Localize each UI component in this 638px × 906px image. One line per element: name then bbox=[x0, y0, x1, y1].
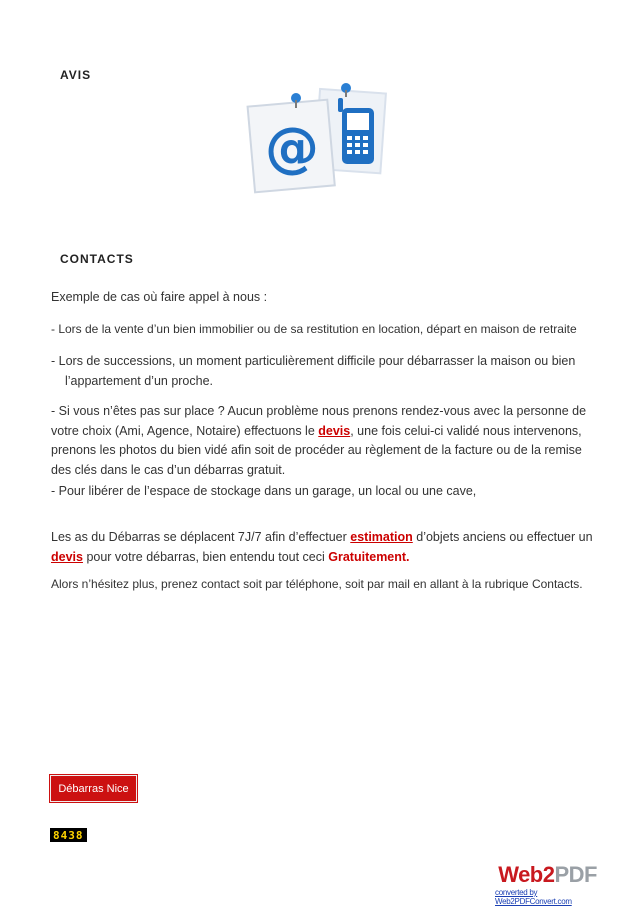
devis-link-2[interactable]: devis bbox=[51, 549, 83, 564]
as-du-debarras-text-b: d’objets anciens ou effectuer un bbox=[412, 530, 593, 544]
paragraph-successions bbox=[51, 352, 596, 391]
paragraph-contact: Alors n’hésitez plus, prenez contact soit par téléphone, soit par mail en allant à la rubrique Contacts. bbox=[51, 577, 583, 591]
nav-link-contacts[interactable]: CONTACTS bbox=[60, 252, 134, 266]
logo-web: Web bbox=[498, 862, 543, 887]
as-du-debarras-text-a: Les as du Débarras se déplacent 7J/7 afin d’effectuer bbox=[51, 530, 351, 544]
paragraph-vente: - Lors de la vente d’un bien immobilier ou de sa restitution en location, départ en maison de retraite bbox=[51, 322, 577, 336]
devis-link[interactable]: devis bbox=[318, 423, 351, 438]
paragraph-stockage: - Pour libérer de l’espace de stockage dans un garage, un local ou une cave, bbox=[51, 484, 477, 498]
sur-place-text-a: - Si vous n’êtes pas sur place ? Aucun problème nous prenons rendez-vous avec la personne de votre choix (Ami, Agence, Notaire) effectuons le bbox=[51, 404, 587, 438]
as-du-debarras-text-c: pour votre débarras, bien entendu tout ceci bbox=[82, 549, 329, 564]
logo-pdf: PDF bbox=[554, 862, 597, 887]
debarras-nice-button[interactable]: Débarras Nice bbox=[50, 775, 137, 802]
converted-by-link[interactable]: converted by Web2PDFConvert.com bbox=[495, 888, 572, 906]
visit-counter: 8438 bbox=[50, 828, 87, 842]
logo-2: 2 bbox=[542, 862, 555, 887]
intro-text: Exemple de cas où faire appel à nous : bbox=[51, 290, 268, 304]
contact-image bbox=[246, 82, 390, 194]
paragraph-as-du-debarras bbox=[51, 528, 596, 567]
gratuitement-text: Gratuitement. bbox=[328, 549, 410, 564]
web2pdf-logo[interactable] bbox=[495, 862, 615, 906]
estimation-link[interactable]: estimation bbox=[350, 530, 413, 544]
nav-link-avis[interactable]: AVIS bbox=[60, 68, 92, 82]
paragraph-sur-place bbox=[51, 402, 596, 480]
at-sign-icon bbox=[265, 116, 319, 179]
paragraph-successions-line2: l’appartement d’un proche. bbox=[65, 373, 214, 388]
paragraph-successions-line1: - Lors de successions, un moment particulièrement difficile pour débarrasser la maison ou bien bbox=[51, 354, 576, 368]
sur-place-text-b: , une fois celui-ci validé nous intervenons, prenons les photos du bien vidé afin soit de procéder au règlement de la facture ou de la remise des clés dans le cas d’un débarras gratuit. bbox=[51, 423, 582, 477]
web2pdf-logo-text bbox=[498, 862, 597, 888]
svg-text:@: @ bbox=[265, 116, 319, 179]
